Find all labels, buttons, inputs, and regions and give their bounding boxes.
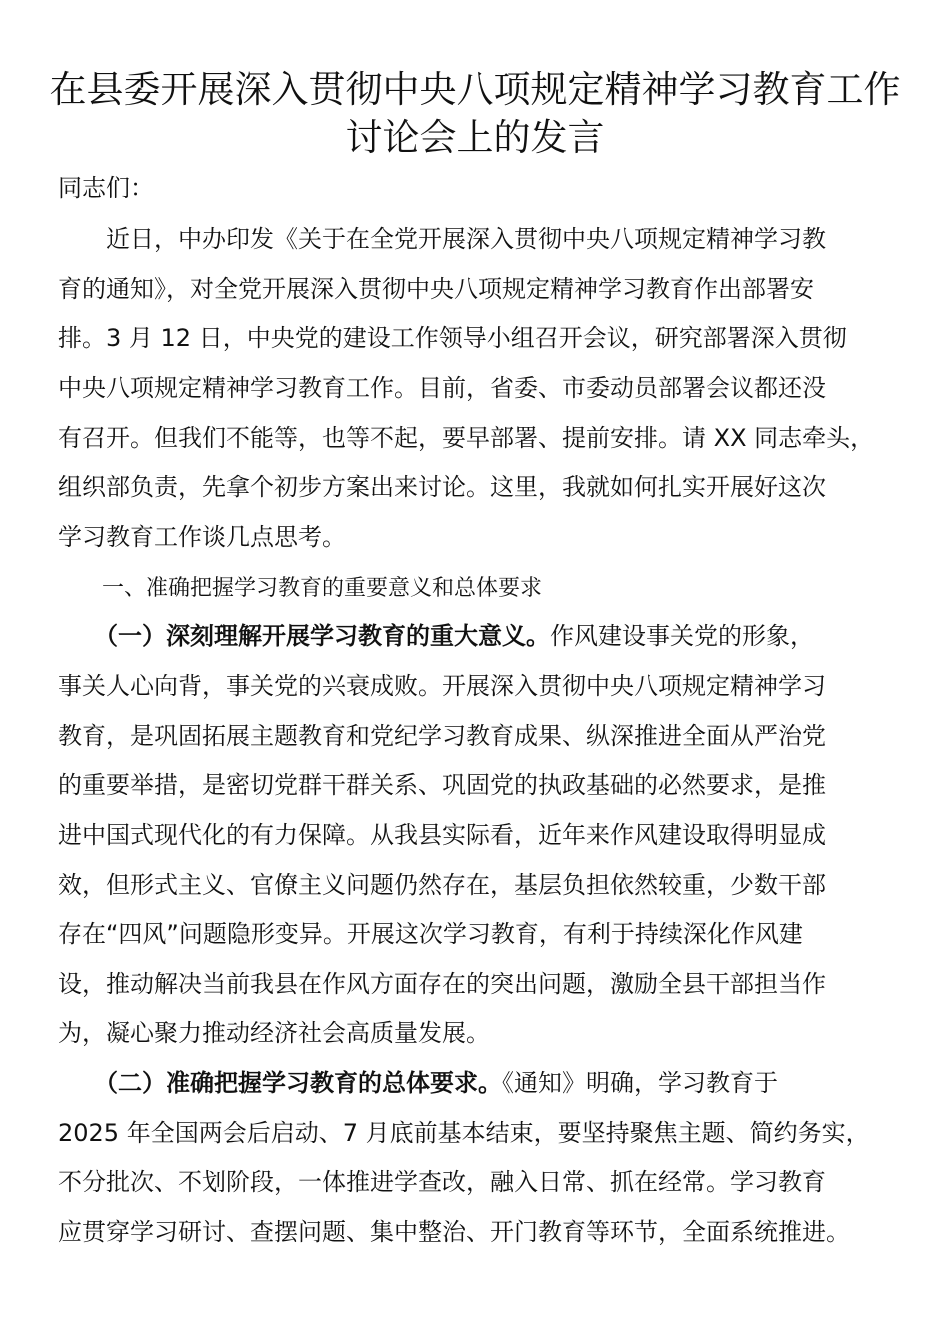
subsection-1-heading: （一）深刻理解开展学习教育的重大意义。 — [58, 622, 550, 650]
paragraph-1-line: 排。3 月 12 日，中央党的建设工作领导小组召开会议，研究部署深入贯彻 — [58, 324, 847, 352]
subsection-1-line: 设，推动解决当前我县在作风方面存在的突出问题，激励全县干部担当作 — [58, 970, 826, 998]
document-title-line-2: 讨论会上的发言 — [345, 116, 605, 159]
subsection-2-first-line — [58, 1067, 908, 1099]
subsection-2-line: 应贯穿学习研讨、查摆问题、集中整治、开门教育等环节，全面系统推进。 — [58, 1218, 850, 1246]
paragraph-1-line: 中央八项规定精神学习教育工作。目前，省委、市委动员部署会议都还没 — [58, 374, 826, 402]
paragraph-1-line: 有召开。但我们不能等，也等不起，要早部署、提前安排。请 XX 同志牵头， — [58, 424, 875, 452]
subsection-2-line: 不分批次、不划阶段，一体推进学查改，融入日常、抓在经常。学习教育 — [58, 1168, 826, 1196]
section-heading-1: 一、准确把握学习教育的重要意义和总体要求 — [58, 576, 543, 601]
subsection-2-text: 《通知》明确，学习教育于 — [502, 1069, 778, 1097]
subsection-1-line: 为，凝心聚力推动经济社会高质量发展。 — [58, 1019, 490, 1047]
subsection-1-text: 作风建设事关党的形象， — [550, 622, 814, 650]
salutation: 同志们： — [58, 174, 154, 202]
document-title-line-1: 在县委开展深入贯彻中央八项规定精神学习教育工作 — [49, 68, 901, 111]
subsection-2-line: 2025 年全国两会后启动、7 月底前基本结束，要坚持聚焦主题、简约务实， — [58, 1119, 870, 1147]
subsection-1-first-line — [58, 620, 908, 652]
paragraph-1-line: 育的通知》，对全党开展深入贯彻中央八项规定精神学习教育作出部署安 — [58, 275, 814, 303]
paragraph-1-line: 学习教育工作谈几点思考。 — [58, 523, 346, 551]
subsection-1-line: 存在“四风”问题隐形变异。开展这次学习教育，有利于持续深化作风建 — [58, 920, 803, 948]
paragraph-1-line: 组织部负责，先拿个初步方案出来讨论。这里，我就如何扎实开展好这次 — [58, 473, 826, 501]
subsection-1-line: 事关人心向背，事关党的兴衰成败。开展深入贯彻中央八项规定精神学习 — [58, 672, 826, 700]
subsection-1-line: 教育，是巩固拓展主题教育和党纪学习教育成果、纵深推进全面从严治党 — [58, 722, 826, 750]
subsection-1-line: 的重要举措，是密切党群干群关系、巩固党的执政基础的必然要求，是推 — [58, 771, 826, 799]
paragraph-1-line: 近日，中办印发《关于在全党开展深入贯彻中央八项规定精神学习教 — [58, 225, 826, 253]
subsection-1-line: 效，但形式主义、官僚主义问题仍然存在，基层负担依然较重，少数干部 — [58, 871, 826, 899]
subsection-1-line: 进中国式现代化的有力保障。从我县实际看，近年来作风建设取得明显成 — [58, 821, 826, 849]
subsection-2-heading: （二）准确把握学习教育的总体要求。 — [58, 1069, 502, 1097]
